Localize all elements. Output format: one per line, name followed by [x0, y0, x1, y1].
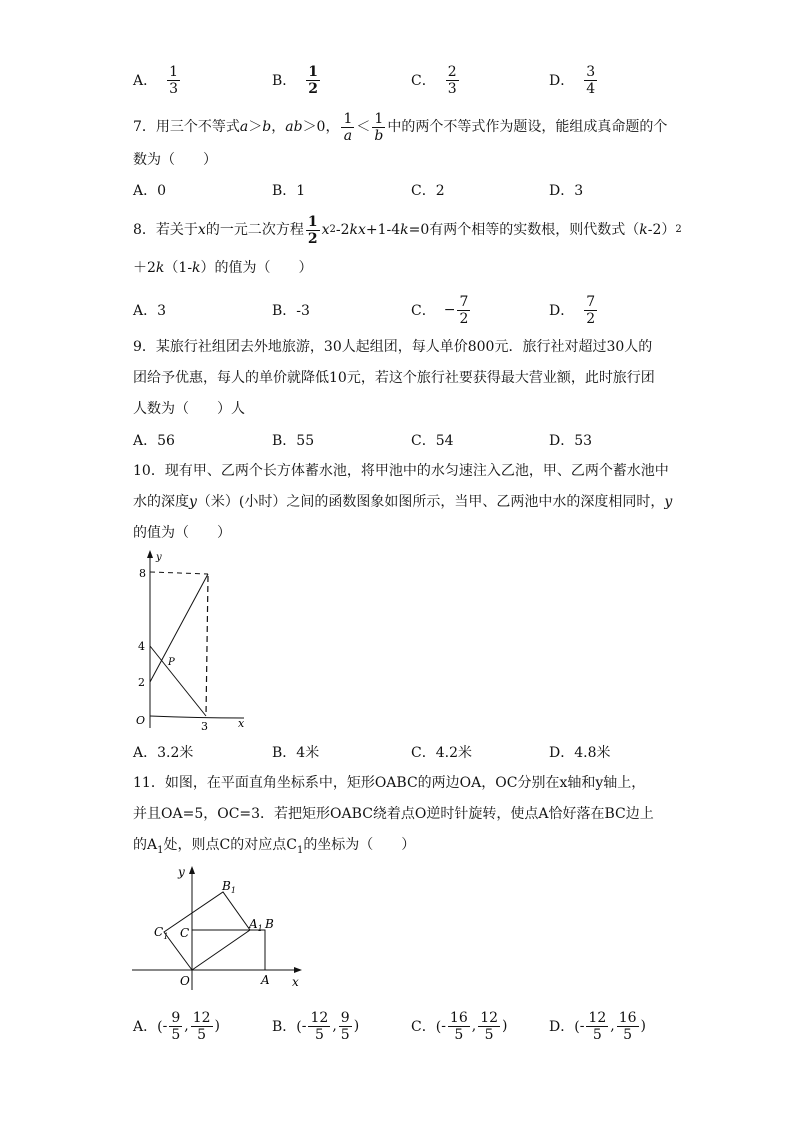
q10-stem-line1: 10．现有甲、乙两个长方体蓄水池，将甲池中的水匀速注入乙池，甲、乙两个蓄水池中 [133, 463, 669, 479]
q9-option-b[interactable]: B．55 [272, 433, 315, 449]
y-axis-label: y [178, 865, 185, 879]
rotated-rectangle [164, 892, 250, 970]
q8-stem-line2: ＋2k（1-k）的值为（ ） [133, 260, 313, 276]
tick-4: 4 [138, 640, 145, 653]
q9-option-c[interactable]: C．54 [411, 433, 454, 449]
q11-stem-line3: 的$A_1$处，则点C的对应点$C_1$的坐标为（ ） [133, 837, 416, 856]
point-c1-label: $C_1$ [154, 925, 169, 941]
rectangle-oabc [192, 930, 265, 970]
x-axis-arrow [294, 967, 302, 973]
q7-option-a[interactable]: A．0 [133, 183, 167, 199]
fraction: $\frac{7}{2}$ [586, 293, 596, 327]
q10-stem-line2: 水的深度y（米）(小时）之间的函数图象如图所示，当甲、乙两池中水的深度相同时，y [133, 494, 673, 510]
origin-label: O [180, 974, 190, 988]
q9-option-d[interactable]: D．53 [549, 433, 593, 449]
point-a-label: A [261, 973, 270, 987]
q10-option-a[interactable]: A．3.2米 [133, 745, 194, 761]
option-label: B． [272, 73, 297, 89]
point-p-label: P [168, 657, 175, 668]
line-rising [150, 574, 208, 682]
q11-option-d[interactable]: D．( - $\frac{12}{5}$ , $\frac{16}{5}$ ) [549, 1009, 646, 1043]
fraction: $\frac{1}{b}$ [374, 110, 384, 144]
fraction: $\frac{1}{a}$ [343, 110, 353, 144]
y-axis-label: y [156, 552, 162, 563]
minus-sign: − [443, 302, 456, 318]
option-label: A． [133, 73, 158, 89]
q9-stem-line3: 人数为（ ）人 [133, 401, 245, 417]
option-label: C． [411, 303, 436, 319]
x-axis [150, 716, 244, 718]
q10-stem-line3: 的值为（ ） [133, 525, 231, 541]
point-b-label: B [265, 917, 274, 931]
dashed-horizontal [150, 572, 208, 574]
q6-option-c[interactable] [411, 60, 461, 100]
q6-option-b[interactable] [272, 60, 322, 100]
y-axis-arrow [147, 550, 153, 558]
y-axis-arrow [189, 866, 195, 874]
q8-option-a[interactable]: A．3 [133, 303, 167, 319]
q10-function-graph [128, 548, 258, 733]
q7-option-b[interactable]: B．1 [272, 183, 306, 199]
point-a1-label: $A_1$ [249, 917, 263, 933]
q11-rotation-figure [130, 860, 310, 995]
q7-options [133, 170, 733, 210]
q9-stem-line2: 团给予优惠，每人的单价就降低10元，若这个旅行社要获得最大营业额，此时旅行团 [133, 370, 655, 386]
q9-options [133, 420, 733, 460]
q10-options [133, 732, 733, 772]
q11-stem-line2: 并且OA=5，OC=3．若把矩形OABC绕着点O逆时针旋转，使点A恰好落在BC边上 [133, 806, 654, 822]
option-label: D． [549, 73, 575, 89]
q8-stem-line1: 8．若关于 x 的一元二次方程 $\frac{1}{2}$ x 2 -2 kx +1-4 k =0有两个相等的实数根，则代数式（ k -2） 2 [133, 213, 682, 247]
fraction: $\frac{1}{2}$ [307, 213, 318, 247]
q9-option-a[interactable]: A．56 [133, 433, 175, 449]
fraction: $\frac{7}{2}$ [459, 293, 469, 327]
tick-8: 8 [139, 567, 146, 580]
tick-2: 2 [138, 676, 145, 689]
q11-option-a[interactable]: A．( - $\frac{9}{5}$ , $\frac{12}{5}$ ) [133, 1009, 220, 1043]
q7-option-c[interactable]: C．2 [411, 183, 445, 199]
fraction: $\frac{3}{4}$ [586, 63, 596, 97]
q11-option-b[interactable]: B．( - $\frac{12}{5}$ , $\frac{9}{5}$ ) [272, 1009, 360, 1043]
q8-option-c[interactable] [411, 290, 472, 330]
q10-option-c[interactable]: C．4.2米 [411, 745, 472, 761]
option-label: C． [411, 73, 436, 89]
q7-stem-line2: 数为（ ） [133, 152, 217, 168]
fraction: $\frac{1}{3}$ [169, 63, 179, 97]
q10-option-d[interactable]: D．4.8米 [549, 745, 611, 761]
x-axis-label: x [238, 717, 245, 730]
q11-options [133, 1006, 733, 1046]
q6-options [133, 60, 733, 100]
q10-option-b[interactable]: B．4米 [272, 745, 320, 761]
q7-stem-line1: 7．用三个不等式 a ＞ b ， ab ＞0， $\frac{1}{a}$ ＜ $\frac{1}{b}$ 中的两个不等式作为题设，能组成真命题的个 [133, 110, 668, 144]
line-falling [150, 646, 206, 716]
q7-option-d[interactable]: D．3 [549, 183, 584, 199]
fraction: $\frac{1}{2}$ [308, 63, 319, 97]
point-b1-label: $B_1$ [222, 879, 236, 895]
tick-3: 3 [201, 720, 208, 733]
q11-option-c[interactable]: C．( - $\frac{16}{5}$ , $\frac{12}{5}$ ) [411, 1009, 508, 1043]
q8-option-b[interactable]: B．-3 [272, 303, 310, 319]
q6-option-d[interactable] [549, 60, 599, 100]
x-axis-label: x [292, 975, 299, 989]
fraction: $\frac{2}{3}$ [447, 63, 457, 97]
q11-stem-line1: 11．如图，在平面直角坐标系中，矩形OABC的两边OA，OC分别在x轴和y轴上， [133, 775, 646, 791]
q8-options [133, 290, 733, 330]
q9-stem-line1: 9．某旅行社组团去外地旅游，30人起组团，每人单价800元．旅行社对超过30人的 [133, 339, 653, 355]
option-label: D． [549, 303, 575, 319]
q6-option-a[interactable] [133, 60, 182, 100]
origin-label: O [136, 714, 146, 727]
dashed-vertical [206, 576, 208, 716]
point-c-label: C [180, 926, 190, 940]
q8-option-d[interactable] [549, 290, 599, 330]
